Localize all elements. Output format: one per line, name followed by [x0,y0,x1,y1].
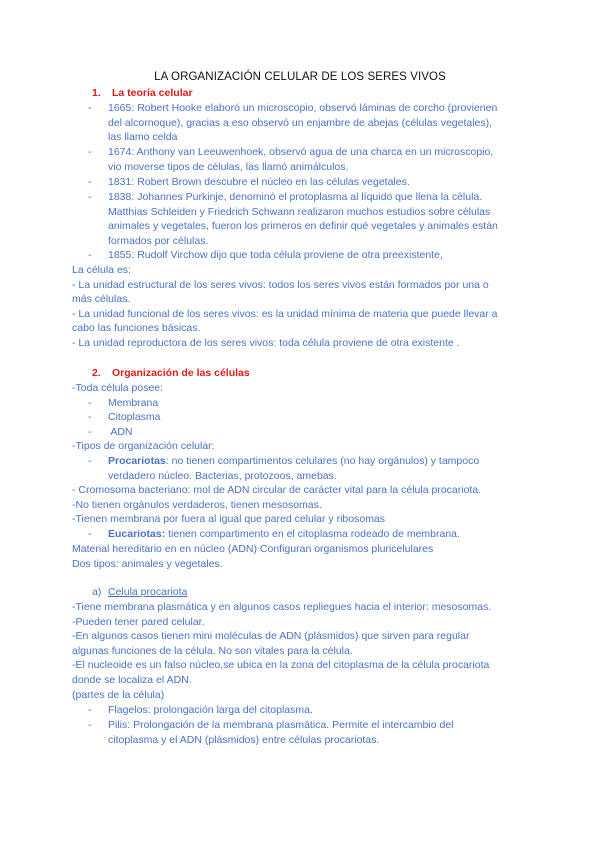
list-item-procariotas [88,454,528,483]
desc-line: -Pueden tener pared celular. [72,615,205,628]
note-line: Dos tipos: animales y vegetales. [72,557,223,570]
list-line: animales y vegetales, fueron los primeros en definir qué vegetales y animales están [108,220,498,233]
section-number: 2. [92,367,101,379]
section-title: Organización de las células [112,367,250,379]
component-adn: ADN [108,426,133,438]
dash-bullet: - [88,176,92,188]
list-line: 1855: Rudolf Virchow dijo que toda célula proviene de otra preexistente, [108,249,443,261]
prokaryote-notes [72,483,532,527]
list-item [88,703,528,718]
eukaryote-notes [72,542,532,571]
list-item [88,190,528,248]
list-line: las llamo celda [108,131,178,144]
subsection-a [92,585,187,600]
dash-bullet: - [88,719,92,731]
list-line: verdadero núcleo. Bacterias, protozoos, amebas. [108,469,337,482]
desc-line: algunas funciones de la célula. No son vitales para la célula. [72,644,353,657]
dash-bullet: - [88,411,92,423]
cell-is-label: La célula es: [72,264,131,276]
desc-line: (partes de la célula) [72,688,165,701]
section-number: 1. [92,87,101,99]
dash-bullet: - [88,704,92,716]
list-item [88,248,528,263]
dash-bullet: - [88,102,92,114]
cell-is-line: más células. [72,293,131,306]
note-line: - Cromosoma bacteriano: mol de ADN circular de carácter vital para la célula procariota. [72,484,482,496]
list-item [88,410,528,425]
dash-bullet: - [88,249,92,261]
list-line: vio moverse tipos de células, las llamó animálculos. [108,160,349,173]
list-item [88,101,528,145]
dash-bullet: - [88,146,92,158]
list-line: Flagelos: prolongación larga del citoplasma. [108,704,313,716]
desc-line: donde se localiza el ADN. [72,673,192,686]
list-line: Pilis: Prolongación de la membrana plasmática. Permite el intercambio del [108,719,454,731]
section-title: La teoría celular [112,87,193,99]
list-line: 1838: Johannes Purkinje, denominó el protoplasma al líquido que llena la célula. [108,191,483,203]
types-label: -Tipos de organización celular: [72,440,215,452]
list-line: 1665: Robert Hooke elaboró un microscopio, observó láminas de corcho (provienen [108,102,498,114]
list-line: citoplasma y el ADN (plásmidos) entre células procariotas. [108,733,380,746]
section-heading-teoria [92,86,193,101]
dash-bullet: - [88,455,92,467]
section-heading-organizacion [92,366,250,381]
procariota-description [72,600,532,702]
subsection-title: Celula procariota [108,586,188,598]
subsection-label: a) [92,586,102,598]
list-line: Matthias Schleiden y Friedrich Schwann realizaron muchos estudios sobre células [108,205,491,218]
list-line: 1674: Anthony van Leeuwenhoek, observó agua de una charca en un microscopio, [108,146,494,158]
list-item-eucariotas [88,527,528,542]
list-item [88,145,528,174]
list-line: del alcornoque), gracias a eso observó un enjambre de abejas (células vegetales), [108,116,493,129]
all-cells-line: -Toda célula posee: [72,382,164,394]
desc-line: -El nucleoide es un falso núcleo,se ubica en la zona del citoplasma de la célula procariota [72,659,490,672]
desc-line: -Tiene membrana plasmática y en algunos casos repliegues hacia el interior: mesosomas. [72,601,492,613]
term-eucariotas: Eucariotas: [108,528,166,540]
cell-is-line: - La unidad reproductora de los seres vivos: toda célula proviene de otra existente . [72,336,460,349]
eucariotas-text: tienen compartimento en el citoplasma rodeado de membrana. [165,528,460,540]
dash-bullet: - [88,191,92,203]
component-membrana: Membrana [108,397,159,409]
cell-is-line: - La unidad estructural de los seres vivos: todos los seres vivos están formados por una o [72,278,489,291]
term-procariotas: Procariotas [108,455,166,467]
dash-bullet: - [88,528,92,540]
desc-line: -En algunos casos tienen mini moléculas de ADN (plásmidos) que sirven para regular [72,630,470,643]
list-line: 1831: Robert Brown descubre el núcleo en las células vegetales. [108,176,410,188]
note-line: -Tienen membrana por fuera al igual que pared celular y ribosomas [72,513,386,526]
cell-is-line: - La unidad funcional de los seres vivos: es la unidad mínima de materia que puede llevar a [72,307,498,320]
cell-is-line: cabo las funciones básicas. [72,322,201,335]
component-citoplasma: Citoplasma [108,411,161,423]
list-line: formados por células. [108,234,209,247]
dash-bullet: - [88,397,92,409]
cell-is-block [72,263,532,351]
list-item [88,175,528,190]
note-line: -No tienen orgánulos verdaderos, tienen mesosomas. [72,498,322,511]
dash-bullet: - [88,426,92,438]
note-line: Material hereditario en en núcleo (ADN) Configuran organismos pluricelulares [72,543,434,555]
page-title: LA ORGANIZACIÓN CELULAR DE LOS SERES VIVOS [154,71,446,83]
procariotas-text: : no tienen compartimentos celulares (no hay orgánulos) y tampoco [165,455,480,467]
list-item [88,396,528,411]
list-item [88,718,528,747]
list-item [88,425,528,440]
